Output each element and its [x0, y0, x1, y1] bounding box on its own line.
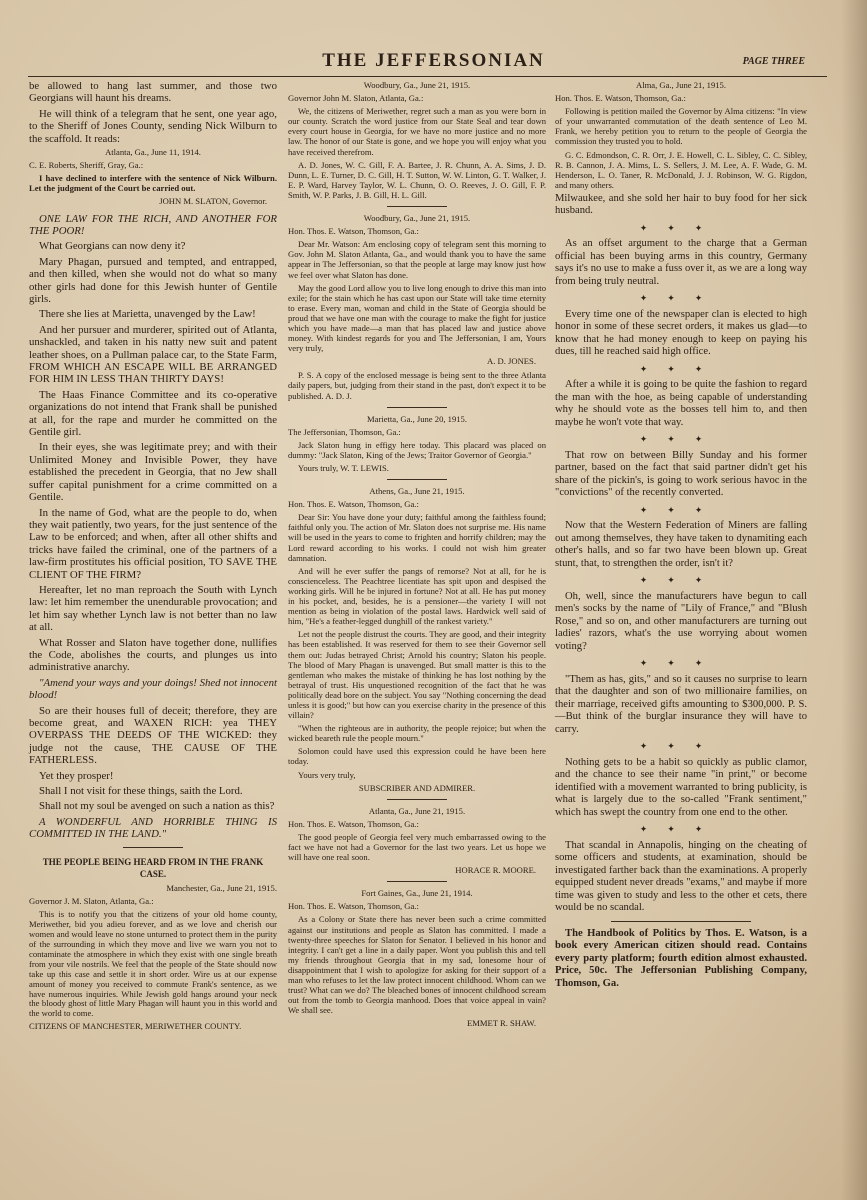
letter-body: And will he ever suffer the pangs of remorse? Not at all, for he is conscienceless. The Peachtree licentiate has spit upon and despised the working girls. Will he be injured in fortune? Not at all. He has put money in his pocket, and, besides, he is a pensioner—the variety I will not mention as being in violation of the postal laws. Hardwick well said of him, "He's a feather-legged dunghill of the rankest variety.": [288, 565, 546, 627]
paragraph: be allowed to hang last summer, and those two Georgians will haunt his dreams.: [29, 80, 277, 105]
letter: [555, 80, 807, 190]
letter-signature: SUBSCRIBER AND ADMIRER.: [358, 782, 476, 793]
paragraph: Nothing gets to be a habit so quickly as public clamor, and the chance to see their name "in print," or become identified with a movement warranted to bring publicity, is what is largely due to the so-called "Frank sentiment," which has swept the country from one end to the other.: [555, 756, 807, 818]
letter: [29, 884, 277, 1032]
letter-signature: Yours truly, W. T. LEWIS.: [298, 463, 389, 473]
divider: [123, 847, 183, 848]
star-divider: ✦✦✦: [639, 658, 723, 669]
paragraph: Shall not my soul be avenged on such a nation as this?: [39, 800, 275, 813]
letter-recipient: The Jeffersonian, Thomson, Ga.:: [288, 426, 401, 437]
paragraph: Yet they prosper!: [39, 769, 114, 782]
masthead-rule: [28, 76, 827, 77]
paragraph: Shall I not visit for these things, saith the Lord.: [39, 785, 243, 798]
page-number: PAGE THREE: [742, 56, 805, 67]
letter-recipient: Hon. Thos. E. Watson, Thomson, Ga.:: [288, 901, 419, 912]
star-divider: ✦✦✦: [639, 222, 723, 233]
divider: [611, 921, 751, 922]
paragraph: "Amend your ways and your doings! Shed not innocent blood!: [29, 676, 277, 702]
star-divider: ✦✦✦: [639, 504, 723, 515]
letter-signature: A. D. JONES.: [487, 356, 536, 367]
letter-body: As a Colony or State there has never been such a crime committed against our institutions and people as Slaton has committed. I made a twenty-three speeches for Slaton for Senator. I believed in his honor and integrity. I can't get a line in a daily paper. Wont you publish this and tell my friends throughout Georgia that in my sad, lonesome hour of disappointment that I wish to apologize for asking for their support of a man who refuses to let the law protect innocent childhood. Whom can we trust? What can we do? The bleached bones of innocent childhood scream out from the tomb to Georgia manhood. Does that voice appeal in vain? We shall see.: [288, 914, 546, 1016]
section-heading: ONE LAW FOR THE RICH, AND ANOTHER FOR THE POOR!: [29, 212, 277, 237]
letter-postscript: P. S. A copy of the enclosed message is being sent to the three Atlanta daily papers, but, judging from their stand in the past, don't expect it to be published. A. D. J.: [288, 370, 546, 401]
letter-date: Athens, Ga., June 21, 1915.: [369, 486, 465, 497]
paragraph: What Rosser and Slaton have together done, nullifies the Code, abolishes the courts, and plunges us into administrative anarchy.: [29, 636, 277, 674]
divider: [387, 407, 447, 408]
divider: [387, 479, 447, 480]
letter-recipient: Governor J. M. Slaton, Atlanta, Ga.:: [29, 896, 154, 907]
star-divider: ✦✦✦: [639, 293, 723, 304]
letter-signers: G. C. Edmondson, C. R. Orr, J. E. Howell, C. L. Sibley, C. C. Sibley, R. B. Cannon, J. A. Mims, L. S. Sellers, J. M. Lee, A. F. Wade, G. M. Henderson, L. O. Taner, R. McDonald, J. J. Robinson, W. G. Rigdon, and many others.: [555, 149, 807, 190]
paragraph: "Them as has, gits," and so it causes no surprise to learn that the daughter and son of two millionaire families, on their marriage, received gifts amounting to $300,000. P. S.—But think of the burglar insurance they will have to carry.: [555, 673, 807, 735]
section-heading: THE PEOPLE BEING HEARD FROM IN THE FRANK CASE.: [42, 856, 264, 880]
paragraph: Every time one of the newspaper clan is elected to high honor in some of these secret orders, it makes us glad—to know that he had money enough to keep on paying his dues, till he reached said high office.: [555, 308, 807, 358]
divider: [387, 799, 447, 800]
page-edge: [841, 0, 867, 1200]
letter-date: Marietta, Ga., June 20, 1915.: [367, 413, 467, 424]
advertisement: The Handbook of Politics by Thos. E. Watson, is a book every American citizen should read. Contains every party platform; fourth edition almost exhausted. Price, 50c. The Jeffersonian Publishing Company, Thomson, Ga.: [555, 927, 807, 989]
telegram-signature: JOHN M. SLATON, Governor.: [159, 195, 267, 206]
letter-recipient: Hon. Thos. E. Watson, Thomson, Ga.:: [555, 93, 686, 104]
letter-signature: HORACE R. MOORE.: [455, 865, 536, 876]
paragraph: He will think of a telegram that he sent, one year ago, to the Sheriff of Jones County, sending Nick Wilburn to the scaffold. It reads:: [29, 107, 277, 145]
paragraph: A WONDERFUL AND HORRIBLE THING IS COMMITTED IN THE LAND.": [29, 815, 277, 841]
paragraph: So are their houses full of deceit; therefore, they are become great, and WAXEN RICH: yea THEY OVERPASS THE DEEDS OF THE WICKED: they judge not the cause, THE CAUSE OF THE FATHERLESS.: [29, 704, 277, 767]
star-divider: ✦✦✦: [639, 575, 723, 586]
letter-date: Manchester, Ga., June 21, 1915.: [166, 883, 277, 894]
letter-date: Fort Gaines, Ga., June 21, 1914.: [361, 888, 473, 899]
letter-date: Atlanta, Ga., June 21, 1915.: [368, 805, 466, 816]
letter-body: Dear Mr. Watson: Am enclosing copy of telegram sent this morning to Gov. John M. Slaton Atlanta, Ga., and would thank you to have the same appear in The Jeffersonian, so that the people at large may know just how we feel over what Slaton has done.: [288, 239, 546, 280]
star-divider: ✦✦✦: [639, 363, 723, 374]
paragraph: Hereafter, let no man reproach the South with Lynch law: let him remember the unendurable provocation; and let him say whether Lynch law is not better than no law at all.: [29, 583, 277, 634]
letter-body: Jack Slaton hung in effigy here today. This placard was placed on dummy: "Jack Slaton, King of the Jews; Traitor Governor of Georgia.": [288, 439, 546, 460]
paragraph: In their eyes, she was legitimate prey; and with their Unlimited Money and Invisible Power, they have established the precedent in Georgia, that no Jew shall suffer capital punishment for a crime committed on a Gentile.: [29, 441, 277, 504]
paragraph: That scandal in Annapolis, hinging on the cheating of some officers and students, at examination, should be investigated farther back than the examinations. A properly equipped student never dreads "exams," and maybe if more time was given to study and less to the other et cets, there would be no scandal.: [555, 839, 807, 914]
column-3: [555, 80, 807, 993]
paragraph: Mary Phagan, pursued and tempted, and entrapped, and then killed, when she would not do what so many other girls had done for this Jewish hunter of Gentile girls.: [29, 255, 277, 305]
letter-body: Dear Sir: You have done your duty; faithful among the faithless found; faithful only you. The action of Mr. Slaton does not surprise me. His name will be used in the years to come to frighten and horrify children; may the Lord reward according to his works. I could not wish him greater damnation.: [288, 512, 546, 563]
paragraph: And her pursuer and murderer, spirited out of Atlanta, unshackled, and taken in his natty new suit and patent leather shoes, on a Pullman palace car, to the State Farm, FROM WHICH AN ESCAPE WILL BE ARRANGED FOR HIM IN LESS THAN THIRTY DAYS!: [29, 323, 277, 386]
paragraph: Now that the Western Federation of Miners are falling out among themselves, they have taken to dynamiting each other's halls, and so far two have been blown up. Great stunt, that, to strengthen the order, isn't it?: [555, 520, 807, 569]
star-divider: ✦✦✦: [639, 824, 723, 835]
letter-body: The good people of Georgia feel very much embarrassed owing to the fact we have not had a Governor for the last two years. Let us hope we will have one real soon.: [288, 831, 546, 863]
letter-body: Solomon could have used this expression could he have been here today.: [288, 746, 546, 767]
star-divider: ✦✦✦: [639, 741, 723, 752]
paragraph: That row on between Billy Sunday and his former partner, based on the fact that said partner didn't get his share of the pickin's, is going to work serious havoc in the "convictions" of the recently converted.: [555, 449, 807, 499]
letter-recipient: Governor John M. Slaton, Atlanta, Ga.:: [288, 93, 424, 104]
letter-date: Woodbury, Ga., June 21, 1915.: [363, 213, 471, 224]
letter-body: Following is petition mailed the Governor by Alma citizens: "In view of your unwarranted commutation of the death sentence of Leo M. Frank, we hereby petition you to return to the people of Georgia the commission they trusted you to hold.: [555, 106, 807, 147]
newspaper-title: THE JEFFERSONIAN: [322, 50, 545, 71]
paragraph: What Georgians can now deny it?: [39, 240, 186, 253]
telegram-body: I have declined to interfere with the sentence of Nick Wilburn. Let the judgment of the Court be carried out.: [29, 172, 277, 193]
paragraph: Oh, well, since the manufacturers have begun to call men's socks by the name of "Lily of France," and "Blush Rose," and so on, and other manufacturers are turning out ladies' razors, what's the use worrying about women voting?: [555, 590, 807, 652]
letter-signature: EMMET R. SHAW.: [466, 1018, 536, 1029]
star-divider: ✦✦✦: [639, 434, 723, 445]
letter-closing: Yours very truly,: [298, 769, 356, 780]
divider: [387, 206, 447, 207]
letter-recipient: Hon. Thos. E. Watson, Thomson, Ga.:: [288, 818, 419, 829]
letter-date: Alma, Ga., June 21, 1915.: [636, 80, 726, 90]
paragraph: The Haas Finance Committee and its co-operative organizations do not intend that Frank shall be punished at all, for the rape and murder he committed on the Gentile girl.: [29, 388, 277, 439]
paragraph: After a while it is going to be quite the fashion to regard the man with the hoe, as being capable of understanding why he should vote as the bosses tell him to, and then maybe he won't vote that way.: [555, 379, 807, 428]
letter-signature: CITIZENS OF MANCHESTER, MERIWETHER COUNTY.: [29, 1021, 242, 1032]
letter-date: Woodbury, Ga., June 21, 1915.: [363, 80, 471, 90]
letter-body: This is to notify you that the citizens of your old home county, Meriwether, bid you adieu forever, and as we love and cherish our women and would leave no stone unturned to protect them in the purity of the surrounding in which they move and live we warn you not to contaminate the atmosphere in which they exist with one single breath from your vile nostrils. We feel that the people of the State should now take up this case and settle it in short order. Wire us at our expense amount of money you received to commute Frank's sentence, as we have numerous inquiries. While Jewish gold hangs around your neck the bloody ghost of little Mary Phagan will haunt you in this world and the world to come.: [29, 909, 277, 1019]
letter-recipient: Hon. Thos. E. Watson, Thomson, Ga.:: [288, 499, 419, 510]
letter-signers: A. D. Jones, W. C. Gill, F. A. Bartee, J. R. Chunn, A. A. Sims, J. D. Dunn, L. E. Turner, D. C. Gill, H. T. Sutton, W. W. Linton, G. T. Walker, J. E. P. Ward, Harvey Taylor, W. L. Chunn, O. O. Reeves, J. O. Gill, F. P. Smith, W. P. Parks, J. B. Gill, H. L. Gill.: [288, 159, 546, 200]
editorial-items: [555, 193, 807, 991]
letter-body: We, the citizens of Meriwether, regret such a man as you were born in our county. Scratch the word justice from our State Seal and tear down every court house in Georgia, for we have no more justice and no more law. The honor of our State is gone, and we hope you will enjoy what you have received therefrom.: [288, 106, 546, 157]
paragraph: In the name of God, what are the people to do, when they wait patiently, two years, for the just sentence of the Law to be enforced; and when, after all other shifts and tricks have failed the criminal, one of the partners of a law-firm prostitutes his official position, TO SAVE THE CLIENT OF THE FIRM?: [29, 506, 277, 581]
paragraph: Milwaukee, and she sold her hair to buy food for her sick husband.: [555, 192, 807, 217]
telegram: [29, 148, 277, 207]
divider: [387, 881, 447, 882]
column-1: [29, 80, 277, 1035]
letter-body: May the good Lord allow you to live long enough to drive this man into exile; for the stain which he has cast upon our State will take time eternity to erase. Every man, woman and child in the State of Georgia should be proud that we have one man with the courage to make the fight for justice which you have made—a man that has placed law and justice above money. With kindest regards for you and The Jeffersonian, I am, Yours very truly,: [288, 282, 546, 354]
letter-body: Let not the people distrust the courts. They are good, and their integrity has been established. It was reserved for them to see their Governor sell them out: Judas betrayed Christ; Arnold his country; Slaton his people. The blood of Mary Phagan is unavenged. But small matter is this to the gentleman who makes the mistake of thinking he has lost nothing by the betrayal of trust. His unquestioned recognition of the fact that he was politically dead bore on the subject. You say "Nothing concerning the dead unless it is good;" but how can you exercise charity in the presence of this villain?: [288, 629, 546, 721]
telegram-date: Atlanta, Ga., June 11, 1914.: [105, 147, 201, 158]
letter-recipient: Hon. Thos. E. Watson, Thomson, Ga.:: [288, 226, 419, 237]
column-2: [288, 80, 546, 1033]
paragraph: There she lies at Marietta, unavenged by the Law!: [39, 308, 256, 321]
paragraph: As an offset argument to the charge that a German official has been buying arms in this country, Germany says it's no use to make a fuss over it, as we are a long way from being truly neutral.: [555, 238, 807, 287]
letter-body: "When the righteous are in authority, the people rejoice; but when the wicked beareth rule the people mourn.": [288, 723, 546, 744]
telegram-recipient: C. E. Roberts, Sheriff, Gray, Ga.:: [29, 159, 144, 170]
